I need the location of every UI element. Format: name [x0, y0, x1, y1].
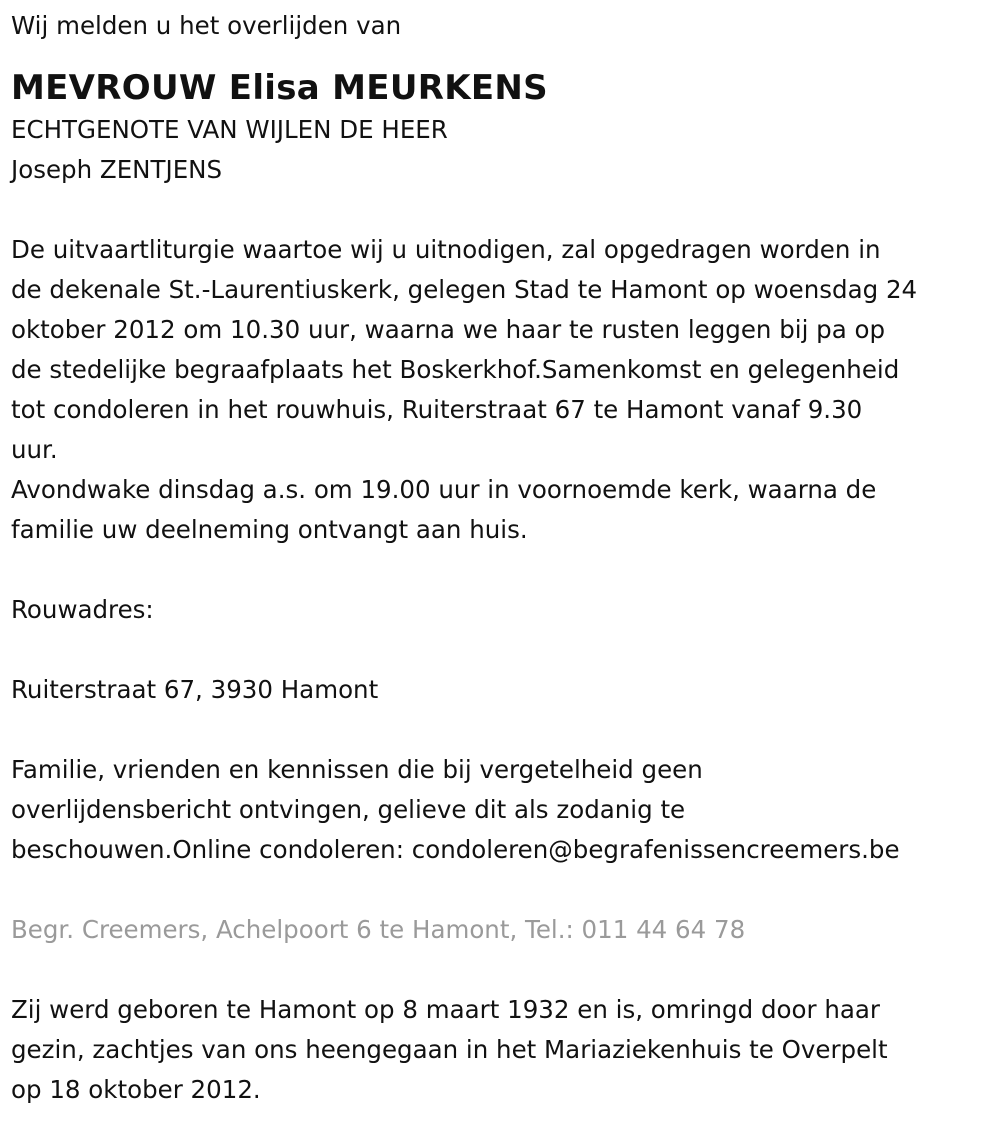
ceremony-line: tot condoleren in het rouwhuis, Ruiterstraat 67 te Hamont vanaf 9.30 — [11, 395, 863, 424]
deceased-name: MEVROUW Elisa MEURKENS — [11, 68, 548, 108]
ceremony-line: oktober 2012 om 10.30 uur, waarna we haar te rusten leggen bij pa op — [11, 315, 886, 344]
ceremony-line: de dekenale St.-Laurentiuskerk, gelegen Stad te Hamont op woensdag 24 — [11, 275, 918, 304]
mourning-address: Ruiterstraat 67, 3930 Hamont — [11, 675, 379, 704]
spacer — [11, 950, 991, 990]
funeral-home-info: Begr. Creemers, Achelpoort 6 te Hamont, Tel.: 011 44 64 78 — [11, 915, 746, 944]
spacer — [11, 550, 991, 590]
wake-line: Avondwake dinsdag a.s. om 19.00 uur in voornoemde kerk, waarna de — [11, 475, 877, 504]
spacer — [11, 630, 991, 670]
ceremony-line: de stedelijke begraafplaats het Boskerkhof.Samenkomst en gelegenheid — [11, 355, 900, 384]
spacer — [11, 870, 991, 910]
ceremony-line: De uitvaartliturgie waartoe wij u uitnodigen, zal opgedragen worden in — [11, 235, 881, 264]
death-notice — [11, 6, 991, 1110]
spouse-title: ECHTGENOTE VAN WIJLEN DE HEER — [11, 115, 448, 144]
online-condolence-prefix: beschouwen.Online condoleren: — [11, 835, 412, 864]
spacer — [11, 710, 991, 750]
ceremony-paragraph — [11, 230, 991, 470]
intro-text: Wij melden u het overlijden van — [11, 11, 402, 40]
wake-line: familie uw deelneming ontvangt aan huis. — [11, 515, 528, 544]
wake-paragraph — [11, 470, 991, 550]
family-line: overlijdensbericht ontvingen, gelieve dit als zodanig te — [11, 795, 686, 824]
address-label: Rouwadres: — [11, 595, 154, 624]
family-line: Familie, vrienden en kennissen die bij vergetelheid geen — [11, 755, 703, 784]
spouse-name: Joseph ZENTJENS — [11, 155, 223, 184]
spacer — [11, 190, 991, 230]
condolence-email-link[interactable]: condoleren@begrafenissencreemers.be — [411, 835, 900, 864]
birth-line: Zij werd geboren te Hamont op 8 maart 1932 en is, omringd door haar — [11, 995, 880, 1024]
birth-line: op 18 oktober 2012. — [11, 1075, 261, 1104]
online-condolence-line — [11, 830, 991, 870]
family-paragraph — [11, 750, 991, 870]
birth-line: gezin, zachtjes van ons heengegaan in het Mariaziekenhuis te Overpelt — [11, 1035, 888, 1064]
ceremony-line: uur. — [11, 435, 58, 464]
birth-paragraph — [11, 990, 991, 1110]
